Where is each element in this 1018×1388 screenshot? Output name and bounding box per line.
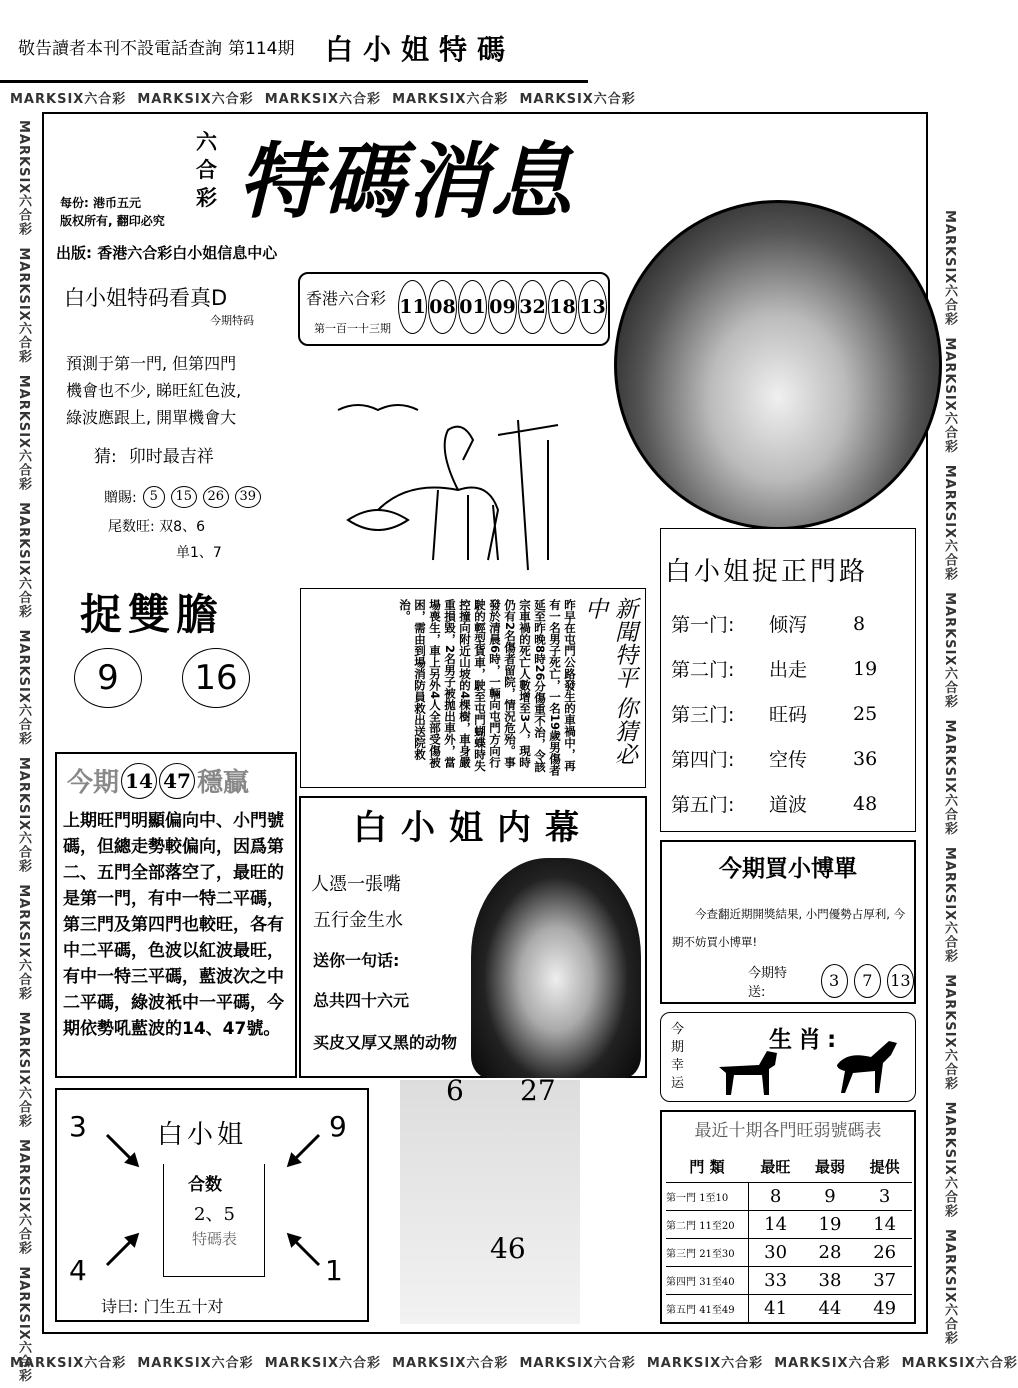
double-pick-number: 16	[182, 648, 250, 708]
strip-text: MARKSIX六合彩	[942, 719, 957, 836]
results-label: 香港六合彩	[306, 289, 387, 308]
table-header: 提供	[869, 1158, 900, 1177]
brand-title: 白小姐特碼	[325, 33, 516, 66]
dog-icon	[711, 1037, 781, 1099]
strip-text: MARKSIX六合彩	[942, 464, 957, 582]
strip-text: MARKSIX六合彩	[16, 1139, 31, 1256]
stable-body: 上期旺門明顯偏向中、小門號碼，但總走勢較偏向，因爲第二、五門全部落空了，最旺的是第一門，有中一特二平碼，第三門及第四門也較旺，各有中二平碼，色波以紅波最旺，有中一特三平碼，藍波次之中二平碼，綠波衹中一平碼，今期依勢吼藍波的14、47號。	[63, 811, 284, 1039]
news-body: 昨早在屯門公路發生的車禍中，再有一名男子死亡，一名19歲男傷者延至昨晚8時26分傷重不治，令該宗車禍的死亡人數增至3人，現時仍有2名傷者留院，情況危殆。事發於清晨6時，一輛向屯門方向行駛的輕型貨車，駛至屯門蝴蝶時失控撞向附近山坡的4棵樹，車身嚴重損毀，2名男子被拋出車外，當場喪生，車上另外4人全部受傷被困，需由到場消防員救出送院救治。	[398, 599, 577, 777]
stable-header	[67, 762, 249, 799]
min-cell: 28	[818, 1241, 842, 1263]
price-text: 每份: 港币五元	[60, 196, 141, 210]
strip-text: MARKSIX六合彩	[16, 120, 31, 237]
masthead-big-title: 特碼消息	[238, 134, 574, 230]
tema-section	[50, 272, 295, 572]
table-row	[666, 1182, 912, 1210]
marksix-strip-left	[14, 120, 33, 1383]
strip-text: MARKSIX六合彩	[137, 92, 254, 107]
strip-text: MARKSIX六合彩	[519, 1356, 636, 1371]
max-cell: 8	[769, 1185, 782, 1207]
door-cell	[666, 1210, 748, 1238]
strip-text: MARKSIX六合彩	[774, 1356, 891, 1371]
result-ball: 32	[518, 280, 547, 334]
small-bet-number: 13	[887, 964, 914, 998]
publisher-text: 出版: 香港六合彩白小姐信息中心	[56, 244, 278, 262]
door-word: 出走	[769, 659, 808, 681]
strip-text: MARKSIX六合彩	[901, 1356, 1018, 1371]
table-header-row	[666, 1152, 912, 1182]
guess-label: 猜:	[94, 447, 117, 467]
gift-number: 26	[203, 486, 229, 508]
compass-corner: 3	[69, 1110, 87, 1143]
max-cell: 41	[764, 1297, 788, 1319]
double-pick-title: 捉雙膽	[80, 590, 225, 639]
result-ball: 11	[398, 280, 427, 334]
strip-text: MARKSIX六合彩	[16, 502, 31, 619]
door-road-row	[671, 601, 907, 646]
door-label: 第四门:	[671, 749, 735, 771]
strip-text: MARKSIX六合彩	[519, 92, 636, 107]
give-cell: 14	[873, 1213, 897, 1235]
results-numbers	[398, 280, 607, 334]
marksix-strip-bottom	[10, 1352, 1018, 1371]
door-word: 旺码	[769, 704, 808, 726]
top-header	[0, 0, 588, 83]
strip-text: MARKSIX六合彩	[264, 1356, 382, 1371]
small-bet-label: 今期特送:	[748, 966, 788, 1000]
stable-number: 14	[121, 763, 157, 799]
door-road-row	[671, 781, 907, 826]
stable-number: 47	[159, 763, 195, 799]
door-name: 第五門	[666, 1304, 696, 1316]
tema-line: 綠波應跟上, 開單機會大	[66, 408, 237, 427]
strip-text: MARKSIX六合彩	[16, 1266, 31, 1383]
tail-line2: 单1、7	[176, 545, 222, 561]
door-num: 25	[853, 702, 878, 725]
stable-suffix: 穩贏	[197, 768, 250, 798]
door-range: 31至40	[699, 1276, 735, 1288]
strip-text: MARKSIX六合彩	[137, 1356, 254, 1371]
table-row	[666, 1238, 912, 1266]
gift-number: 15	[171, 486, 197, 508]
max-cell: 30	[764, 1241, 788, 1263]
news-box	[300, 588, 646, 788]
give-cell: 3	[878, 1185, 891, 1207]
max-cell: 33	[764, 1269, 788, 1291]
inside-line: 五行金生水	[313, 910, 403, 931]
model-photo	[471, 858, 641, 1078]
gift-number: 5	[143, 486, 165, 508]
door-cell	[666, 1238, 748, 1266]
max-cell: 14	[764, 1213, 788, 1235]
door-name: 第三門	[666, 1248, 696, 1260]
compass-corner: 1	[325, 1254, 343, 1287]
ten-period-title: 最近十期各門旺弱號碼表	[694, 1121, 882, 1141]
compass-box	[55, 1088, 369, 1322]
guess-text: 卯时最吉祥	[128, 447, 214, 467]
inside-number: 27	[520, 1074, 556, 1107]
inside-line: 送你一句话:	[313, 951, 400, 970]
strip-text: MARKSIX六合彩	[16, 884, 31, 1001]
result-ball: 09	[488, 280, 517, 334]
zodiac-label: 生肖:	[769, 1027, 843, 1053]
door-road-row	[671, 691, 907, 736]
inside-line: 买皮又厚又黑的动物	[313, 1033, 458, 1052]
small-bet-text: 今查翻近期開獎結果, 小門優勢占厚利, 今期不妨買小博單!	[672, 907, 906, 949]
strip-text: MARKSIX六合彩	[392, 92, 509, 107]
inside-line: 总共四十六元	[313, 991, 410, 1010]
stable-box	[55, 752, 297, 1078]
min-cell: 9	[824, 1185, 836, 1207]
door-name: 第四門	[666, 1276, 696, 1288]
compass-poem: 诗曰: 门生五十对	[101, 1297, 224, 1316]
horse-illustration	[318, 380, 600, 580]
double-pick-numbers	[74, 648, 250, 708]
min-cell: 44	[818, 1297, 842, 1319]
door-road-row	[671, 736, 907, 781]
compass-corner: 4	[69, 1254, 87, 1287]
small-bet-number: 3	[821, 964, 848, 998]
notice-text: 敬告讀者本刊不設電話查詢	[18, 39, 222, 59]
inside-photo-extension	[400, 1080, 580, 1324]
strip-text: MARKSIX六合彩	[16, 756, 31, 874]
door-road-box	[660, 528, 916, 832]
ten-period-table	[666, 1152, 912, 1322]
strip-text: MARKSIX六合彩	[942, 592, 957, 709]
door-range: 41至49	[699, 1304, 735, 1316]
result-ball: 18	[548, 280, 577, 334]
door-range: 1至10	[699, 1192, 729, 1204]
compass-corner: 9	[329, 1110, 347, 1143]
double-pick-section	[50, 578, 295, 738]
tail-line1: 尾数旺: 双8、6	[108, 519, 205, 535]
gift-row	[104, 486, 261, 508]
table-row	[666, 1294, 912, 1322]
tema-line: 機會也不少, 睇旺紅色波,	[66, 381, 242, 400]
door-num: 36	[853, 747, 878, 770]
strip-text: MARKSIX六合彩	[942, 1229, 957, 1346]
strip-text: MARKSIX六合彩	[942, 974, 957, 1091]
door-label: 第一门:	[671, 614, 735, 636]
strip-text: MARKSIX六合彩	[10, 92, 127, 107]
issue-number: 第114期	[228, 39, 295, 59]
strip-text: MARKSIX六合彩	[16, 247, 31, 364]
stable-prefix: 今期	[67, 768, 120, 798]
strip-text: MARKSIX六合彩	[16, 1011, 31, 1128]
results-box	[298, 272, 610, 346]
give-cell: 26	[873, 1241, 897, 1263]
news-side-title: 新聞特平 你猜必中	[581, 597, 637, 766]
door-cell	[666, 1266, 748, 1294]
strip-text: MARKSIX六合彩	[942, 846, 957, 964]
strip-text: MARKSIX六合彩	[942, 210, 957, 327]
door-label: 第二门:	[671, 659, 735, 681]
zodiac-side: 今期幸运	[671, 1022, 685, 1091]
result-ball: 13	[578, 280, 607, 334]
door-cell	[666, 1294, 748, 1322]
table-header: 門 類	[689, 1158, 725, 1177]
strip-text: MARKSIX六合彩	[646, 1356, 764, 1371]
oval-photo	[614, 200, 942, 530]
door-word: 空传	[769, 749, 808, 771]
door-word: 道波	[769, 794, 808, 816]
small-bet-number: 7	[854, 964, 881, 998]
inside-number: 46	[490, 1232, 526, 1265]
door-label: 第三门:	[671, 704, 735, 726]
small-bet-title: 今期買小博單	[719, 856, 857, 882]
strip-text: MARKSIX六合彩	[16, 374, 31, 492]
gift-number: 39	[235, 486, 261, 508]
results-period: 第一百一十三期	[314, 322, 391, 335]
horse-icon	[831, 1035, 911, 1099]
marksix-strip-right	[940, 210, 959, 1346]
door-num: 19	[853, 657, 878, 680]
strip-text: MARKSIX六合彩	[942, 337, 957, 454]
tema-lines	[66, 350, 241, 431]
table-header: 最旺	[760, 1158, 791, 1177]
tema-title: 白小姐特码看真D	[64, 286, 228, 310]
zodiac-box	[660, 1012, 916, 1102]
compass-title: 白小姐	[157, 1120, 248, 1150]
masthead	[48, 118, 618, 268]
tema-line: 預測于第一門, 但第四門	[66, 354, 237, 373]
door-road-title: 白小姐捉正門路	[665, 557, 869, 587]
tema-subtitle: 今期特码	[210, 314, 254, 327]
give-cell: 37	[873, 1269, 897, 1291]
masthead-small-title: 六合彩	[196, 129, 217, 210]
strip-text: MARKSIX六合彩	[392, 1356, 509, 1371]
min-cell: 38	[818, 1269, 842, 1291]
door-road-row	[671, 646, 907, 691]
strip-text: MARKSIX六合彩	[10, 1356, 127, 1371]
marksix-strip-top	[10, 88, 636, 107]
result-ball: 08	[428, 280, 457, 334]
door-num: 8	[853, 612, 866, 635]
door-name: 第一門	[666, 1192, 696, 1204]
door-range: 21至30	[699, 1248, 735, 1260]
small-bet-box	[660, 840, 916, 1004]
door-range: 11至20	[699, 1220, 735, 1232]
table-row	[666, 1266, 912, 1294]
door-label: 第五门:	[671, 794, 735, 816]
compass-center	[163, 1164, 265, 1277]
result-ball: 01	[458, 280, 487, 334]
door-name: 第二門	[666, 1220, 696, 1232]
strip-text: MARKSIX六合彩	[264, 92, 382, 107]
inside-box	[299, 796, 647, 1078]
rights-text: 版权所有, 翻印必究	[60, 214, 165, 228]
min-cell: 19	[818, 1213, 842, 1235]
double-pick-number: 9	[74, 648, 142, 708]
ten-period-box	[660, 1110, 916, 1324]
tema-guess	[94, 442, 214, 467]
give-cell: 49	[873, 1297, 897, 1319]
inside-line: 人憑一張嘴	[311, 874, 401, 895]
inside-number: 6	[446, 1074, 464, 1107]
door-cell	[666, 1182, 748, 1210]
door-word: 倾泻	[769, 614, 808, 636]
center-title: 合数	[188, 1175, 222, 1195]
door-num: 48	[853, 792, 878, 815]
center-note: 特碼表	[192, 1230, 238, 1248]
center-value: 2、5	[194, 1204, 235, 1225]
small-bet-gift	[748, 962, 914, 1000]
strip-text: MARKSIX六合彩	[16, 629, 31, 746]
table-header: 最弱	[814, 1158, 845, 1177]
inside-title: 白小姐内幕	[353, 808, 593, 848]
gift-label: 贈賜:	[104, 490, 137, 506]
table-row	[666, 1210, 912, 1238]
strip-text: MARKSIX六合彩	[942, 1101, 957, 1218]
door-road-rows	[671, 601, 907, 826]
